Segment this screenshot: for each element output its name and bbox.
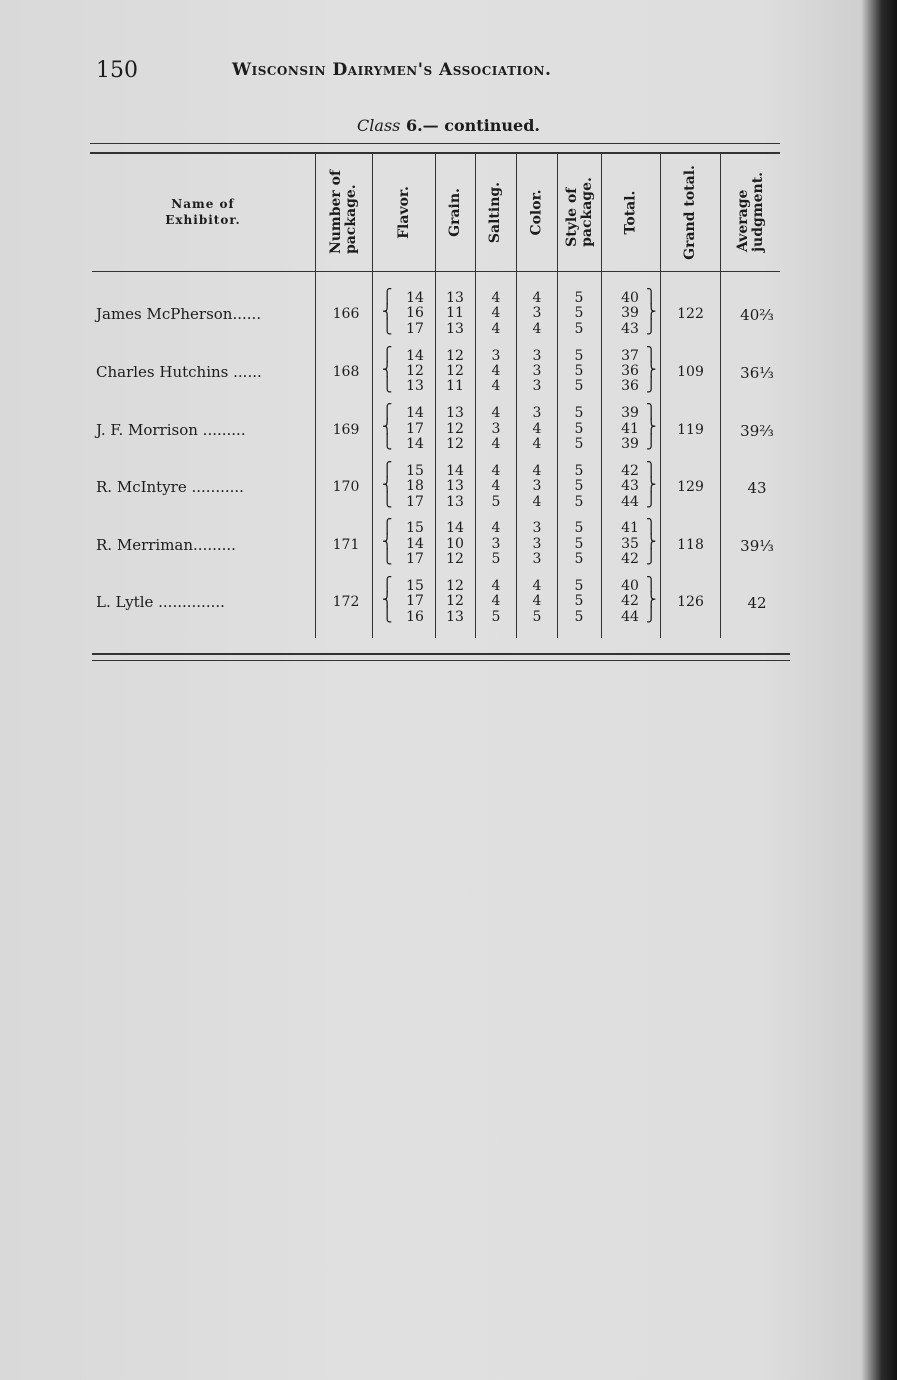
bottom-rule — [92, 653, 790, 655]
score-salting: 5 — [491, 608, 501, 625]
score-brace-left: ⎧ ⎨ ⎩ — [382, 404, 393, 451]
score-style: 5 — [574, 493, 584, 510]
exhibitor-name: J. F. Morrison ......... — [96, 420, 246, 439]
score-total: 41 — [621, 420, 639, 437]
score-brace-left: ⎧ ⎨ ⎩ — [382, 519, 393, 566]
grand-total-value: 129 — [677, 479, 704, 496]
score-grain: 14 — [446, 520, 464, 537]
score-salting: 4 — [491, 290, 501, 306]
score-color: 4 — [532, 436, 542, 452]
score-flavor: 17 — [406, 493, 424, 510]
score-flavor: 12 — [406, 363, 424, 379]
score-flavor: 14 — [406, 405, 424, 422]
score-color: 4 — [532, 593, 542, 610]
header-style — [558, 156, 601, 268]
score-salting: 3 — [491, 420, 501, 437]
score-style: 5 — [574, 436, 584, 452]
score-salting: 5 — [491, 551, 501, 568]
score-color: 4 — [532, 420, 542, 437]
score-salting: 4 — [491, 462, 501, 479]
header-rule — [92, 271, 780, 272]
score-color: 3 — [532, 405, 542, 422]
score-style: 5 — [574, 378, 584, 395]
package-number: 171 — [332, 536, 360, 553]
grand-total-value: 109 — [677, 364, 704, 380]
score-flavor: 14 — [406, 347, 424, 364]
score-grain: 10 — [446, 535, 464, 552]
header-package-line1: Number of — [328, 169, 345, 255]
score-brace-left: ⎧ ⎨ ⎩ — [382, 577, 393, 623]
score-color: 3 — [532, 347, 542, 364]
score-style: 5 — [574, 608, 584, 625]
package-number: 166 — [332, 306, 360, 323]
score-flavor: 17 — [406, 320, 424, 337]
header-average-line1: Average — [735, 189, 751, 253]
score-flavor: 17 — [406, 551, 424, 568]
score-brace-right: ⎫ ⎬ ⎭ — [646, 461, 657, 508]
score-grain: 13 — [446, 478, 464, 495]
score-color: 4 — [532, 462, 542, 479]
header-style-line1: Style of — [563, 187, 580, 247]
package-number: 169 — [332, 421, 360, 438]
score-color: 3 — [532, 478, 542, 495]
score-flavor: 17 — [406, 420, 424, 437]
score-style: 5 — [574, 551, 584, 568]
average-judgment-value: 43 — [747, 479, 767, 498]
score-flavor: 16 — [406, 305, 424, 322]
average-judgment-value: 39⅔ — [740, 421, 774, 440]
score-flavor: 14 — [406, 290, 424, 306]
score-salting: 4 — [491, 520, 501, 537]
header-flavor — [373, 156, 435, 268]
score-style: 5 — [574, 593, 584, 610]
score-salting: 4 — [491, 320, 501, 337]
score-grain: 13 — [446, 320, 464, 337]
score-brace-left: ⎧ ⎨ ⎩ — [382, 346, 393, 393]
score-style: 5 — [574, 363, 584, 379]
score-salting: 4 — [491, 378, 501, 395]
header-salting — [476, 156, 516, 268]
score-brace-right: ⎫ ⎬ ⎭ — [646, 289, 657, 335]
score-color: 3 — [532, 520, 542, 537]
exhibitor-name: R. Merriman......... — [96, 535, 236, 554]
score-salting: 3 — [491, 535, 501, 552]
score-color: 4 — [532, 493, 542, 510]
score-style: 5 — [574, 535, 584, 552]
score-total: 43 — [621, 320, 639, 337]
score-grain: 12 — [446, 363, 464, 379]
score-grain: 11 — [446, 378, 464, 395]
score-flavor: 15 — [406, 520, 424, 537]
score-total: 39 — [621, 436, 639, 452]
score-total: 36 — [621, 363, 639, 379]
score-salting: 4 — [491, 578, 501, 594]
score-color: 4 — [532, 320, 542, 337]
exhibitor-name: L. Lytle .............. — [96, 593, 225, 612]
score-flavor: 13 — [406, 378, 424, 395]
score-grain: 13 — [446, 493, 464, 510]
score-flavor: 14 — [406, 535, 424, 552]
score-total: 40 — [621, 290, 639, 306]
score-style: 5 — [574, 290, 584, 306]
average-judgment-value: 36⅓ — [740, 364, 774, 382]
score-style: 5 — [574, 320, 584, 337]
score-salting: 3 — [491, 347, 501, 364]
score-color: 3 — [532, 363, 542, 379]
score-grain: 12 — [446, 347, 464, 364]
score-total: 37 — [621, 347, 639, 364]
score-salting: 4 — [491, 436, 501, 452]
header-grand-total — [661, 156, 720, 268]
score-color: 3 — [532, 305, 542, 322]
score-total: 39 — [621, 305, 639, 322]
score-color: 3 — [532, 535, 542, 552]
score-style: 5 — [574, 578, 584, 594]
header-name-line1: Name of — [171, 197, 235, 211]
package-number: 170 — [332, 479, 360, 496]
score-brace-right: ⎫ ⎬ ⎭ — [646, 404, 657, 451]
grand-total-value: 119 — [677, 421, 704, 438]
header-average-line2: judgment. — [750, 171, 766, 253]
header-average — [721, 156, 781, 268]
score-total: 36 — [621, 378, 639, 395]
score-grain: 13 — [446, 405, 464, 422]
score-brace-right: ⎫ ⎬ ⎭ — [646, 577, 657, 623]
header-flavor-text: Flavor. — [395, 185, 412, 239]
score-flavor: 17 — [406, 593, 424, 610]
score-salting: 4 — [491, 363, 501, 379]
score-total: 42 — [621, 593, 639, 610]
score-total: 40 — [621, 578, 639, 594]
header-name — [92, 196, 314, 228]
score-brace-right: ⎫ ⎬ ⎭ — [646, 519, 657, 566]
average-judgment-value: 40⅔ — [740, 306, 774, 325]
score-total: 35 — [621, 535, 639, 552]
grand-total-value: 118 — [677, 536, 704, 553]
score-flavor: 15 — [406, 578, 424, 594]
score-total: 39 — [621, 405, 639, 422]
score-grain: 12 — [446, 593, 464, 610]
header-grand-total-text: Grand total. — [682, 164, 698, 260]
header-total — [602, 156, 660, 268]
score-brace-right: ⎫ ⎬ ⎭ — [646, 346, 657, 393]
header-salting-text: Salting. — [487, 181, 504, 243]
header-color-text: Color. — [528, 188, 545, 236]
score-flavor: 14 — [406, 436, 424, 452]
header-total-text: Total. — [622, 190, 639, 234]
score-brace-left: ⎧ ⎨ ⎩ — [382, 289, 393, 335]
score-total: 42 — [621, 551, 639, 568]
score-style: 5 — [574, 520, 584, 537]
score-grain: 14 — [446, 462, 464, 479]
page-number: 150 — [96, 58, 138, 83]
header-color — [517, 156, 557, 268]
top-rule — [90, 143, 780, 144]
grand-total-value: 122 — [677, 306, 704, 323]
score-total: 44 — [621, 608, 639, 625]
score-total: 44 — [621, 493, 639, 510]
score-salting: 5 — [491, 493, 501, 510]
table-caption — [0, 116, 897, 135]
header-grain-text: Grain. — [447, 187, 463, 237]
average-judgment-value: 39⅓ — [740, 536, 774, 555]
score-flavor: 18 — [406, 478, 424, 495]
score-brace-left: ⎧ ⎨ ⎩ — [382, 461, 393, 508]
score-style: 5 — [574, 420, 584, 437]
score-grain: 13 — [446, 290, 464, 306]
score-salting: 4 — [491, 478, 501, 495]
header-style-line2: package. — [578, 177, 595, 247]
caption-rest: 6.— continued. — [405, 116, 540, 135]
package-number: 172 — [332, 594, 360, 611]
score-total: 42 — [621, 462, 639, 479]
score-color: 3 — [532, 551, 542, 568]
score-style: 5 — [574, 478, 584, 495]
average-judgment-value: 42 — [747, 594, 767, 613]
score-flavor: 15 — [406, 462, 424, 479]
header-name-line2: Exhibitor. — [165, 213, 241, 227]
exhibitor-name: R. McIntyre ........... — [96, 478, 244, 497]
score-total: 43 — [621, 478, 639, 495]
bottom-rule-double — [92, 660, 790, 661]
header-package-line2: package. — [343, 184, 360, 255]
score-style: 5 — [574, 305, 584, 322]
header-package — [316, 156, 372, 268]
score-grain: 12 — [446, 420, 464, 437]
score-color: 3 — [532, 378, 542, 395]
score-grain: 12 — [446, 551, 464, 568]
score-color: 5 — [532, 608, 542, 625]
running-head: Wisconsin Dairymen's Association. — [232, 60, 552, 80]
score-salting: 4 — [491, 405, 501, 422]
score-salting: 4 — [491, 305, 501, 322]
score-grain: 12 — [446, 436, 464, 452]
score-style: 5 — [574, 405, 584, 422]
score-salting: 4 — [491, 593, 501, 610]
header-grain — [436, 156, 475, 268]
score-grain: 11 — [446, 305, 464, 322]
score-style: 5 — [574, 462, 584, 479]
score-style: 5 — [574, 347, 584, 364]
score-color: 4 — [532, 578, 542, 594]
caption-class: Class — [357, 116, 401, 135]
exhibitor-name: Charles Hutchins ...... — [96, 363, 262, 381]
score-grain: 13 — [446, 608, 464, 625]
grand-total-value: 126 — [677, 594, 704, 611]
score-flavor: 16 — [406, 608, 424, 625]
package-number: 168 — [332, 364, 360, 380]
score-color: 4 — [532, 290, 542, 306]
exhibitor-name: James McPherson...... — [96, 305, 262, 324]
score-total: 41 — [621, 520, 639, 537]
score-grain: 12 — [446, 578, 464, 594]
